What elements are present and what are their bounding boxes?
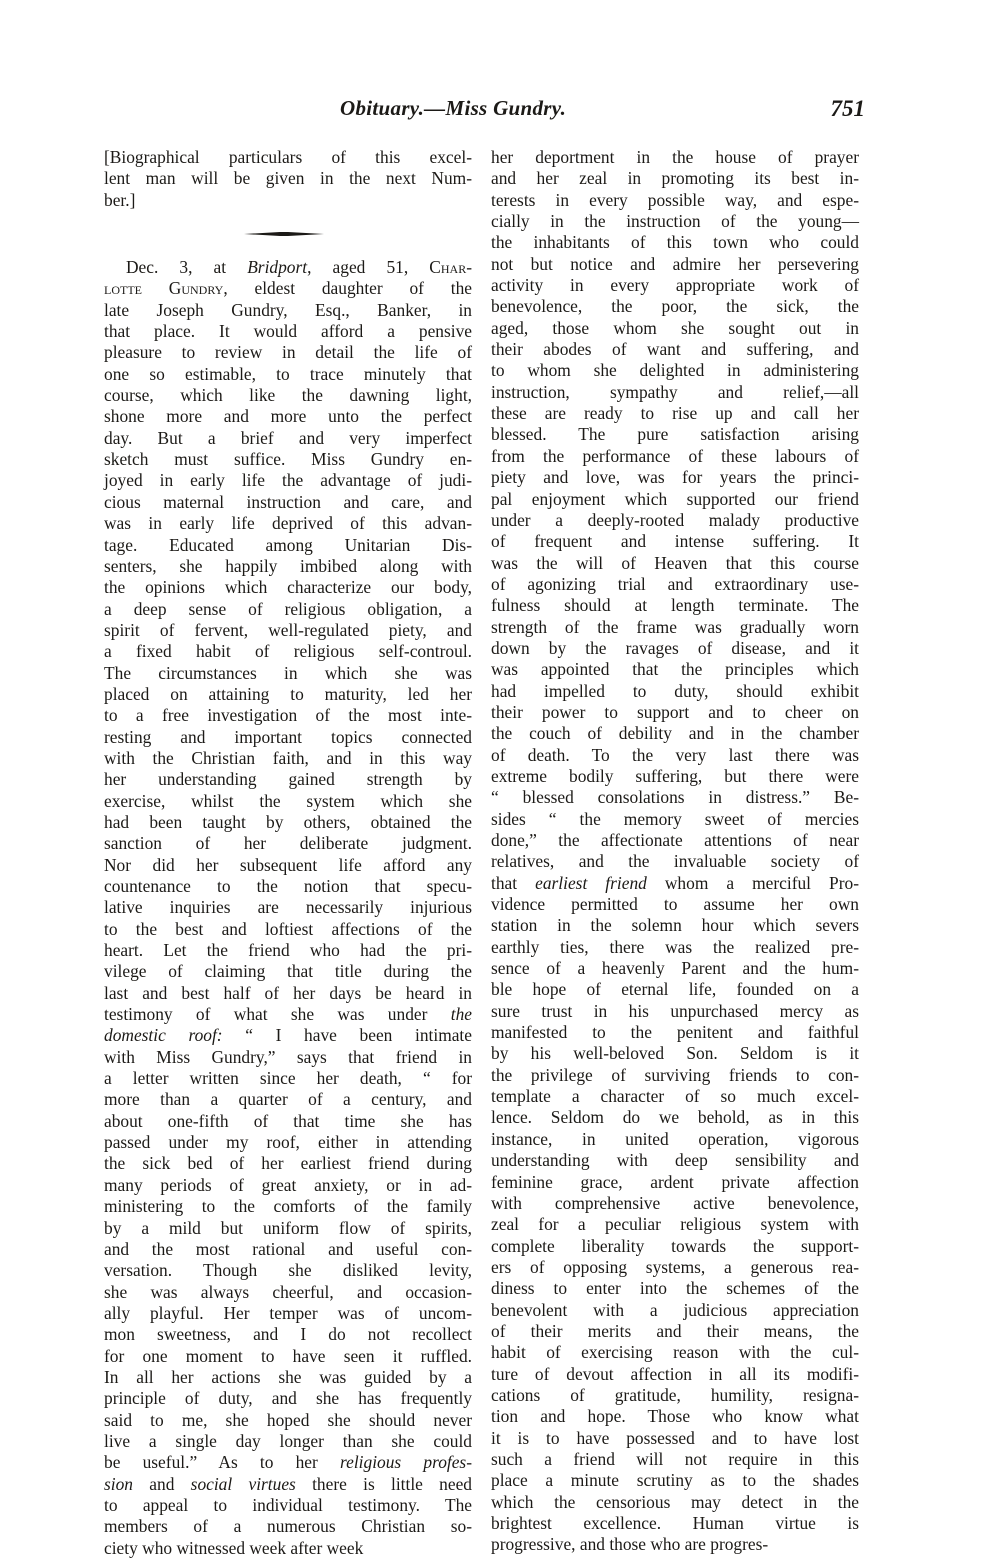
text-line: by his well-beloved Son. Seldom is it xyxy=(491,1043,859,1064)
text-line: manifested to the penitent and faithful xyxy=(491,1022,859,1043)
text-line: resting and important topics connected xyxy=(104,726,472,747)
text-line: piety and love, was for years the princi- xyxy=(491,467,859,488)
text-line: lence. Seldom do we behold, as in this xyxy=(491,1107,859,1128)
text-line: station in the solemn hour which severs xyxy=(491,915,859,936)
text-line: course, which like the dawning light, xyxy=(104,385,472,406)
text-line: ture of devout affection in all its modifi- xyxy=(491,1363,859,1384)
text-line: of death. To the very last there was xyxy=(491,744,859,765)
text-line: from the performance of these labours of xyxy=(491,445,859,466)
text-line: the couch of debility and in the chamber xyxy=(491,723,859,744)
text-line: fulness should at length terminate. The xyxy=(491,595,859,616)
text-line: template a character of so much excel- xyxy=(491,1086,859,1107)
text-line: a fixed habit of religious self-controul. xyxy=(104,641,472,662)
text-line: many periods of great anxiety, or in ad- xyxy=(104,1174,472,1195)
text-line: sence of a heavenly Parent and the hum- xyxy=(491,958,859,979)
text-line: complete liberality towards the support- xyxy=(491,1235,859,1256)
text-line: of their merits and their means, the xyxy=(491,1320,859,1341)
text-line: that earliest friend whom a merciful Pro- xyxy=(491,872,859,893)
text-line: principle of duty, and she has frequently xyxy=(104,1388,472,1409)
text-line: a deep sense of religious obligation, a xyxy=(104,598,472,619)
text-line: sanction of her deliberate judgment. xyxy=(104,833,472,854)
text-line: understanding with deep sensibility and xyxy=(491,1150,859,1171)
text-line: Nor did her subsequent life afford any xyxy=(104,854,472,875)
text-line: brightest excellence. Human virtue is xyxy=(491,1513,859,1533)
text-line: tage. Educated among Unitarian Dis- xyxy=(104,534,472,555)
text-line: to the best and loftiest affections of the xyxy=(104,918,472,939)
text-line: shone more and more unto the perfect xyxy=(104,406,472,427)
text-line: and her zeal in promoting its best in- xyxy=(491,168,859,189)
text-line: earthly ties, there was the realized pre- xyxy=(491,936,859,957)
text-line: cious maternal instruction and care, and xyxy=(104,491,472,512)
text-line: domestic roof: “ I have been intimate xyxy=(104,1025,472,1046)
text-line: of frequent and intense suffering. It xyxy=(491,531,859,552)
text-line: be useful.” As to her religious profes- xyxy=(104,1452,472,1473)
text-line: tion and hope. Those who know what xyxy=(491,1406,859,1427)
text-line: ministering to the comforts of the family xyxy=(104,1196,472,1217)
text-line: blessed. The pure satisfaction arising xyxy=(491,424,859,445)
text-line: to appeal to individual testimony. The xyxy=(104,1494,472,1515)
text-line: her deportment in the house of prayer xyxy=(491,147,859,167)
text-line: sketch must suffice. Miss Gundry en- xyxy=(104,449,472,470)
text-line: had been taught by others, obtained the xyxy=(104,811,472,832)
text-line: said to me, she hoped she should never xyxy=(104,1409,472,1430)
page-header xyxy=(100,96,865,132)
text-line: diness to enter into the schemes of the xyxy=(491,1278,859,1299)
text-line: place a minute scrutiny as to the shades xyxy=(491,1470,859,1491)
text-line: joyed in early life the advantage of judi- xyxy=(104,470,472,491)
text-line: down by the ravages of disease, and it xyxy=(491,637,859,658)
text-line: was in early life deprived of this advan- xyxy=(104,513,472,534)
text-line: about one-fifth of that time she has xyxy=(104,1110,472,1131)
text-line: which the censorious may detect in the xyxy=(491,1491,859,1512)
text-line: she was always cheerful, and occasion- xyxy=(104,1281,472,1302)
obituary-text-right xyxy=(491,147,859,1556)
text-line: these are ready to rise up and call her xyxy=(491,403,859,424)
text-line: to a free investigation of the most inte- xyxy=(104,705,472,726)
text-line: cially in the instruction of the young— xyxy=(491,211,859,232)
text-line: with comprehensive active benevolence, xyxy=(491,1192,859,1213)
text-line: benevolent with a judicious appreciation xyxy=(491,1299,859,1320)
text-line: strength of the frame was gradually worn xyxy=(491,616,859,637)
text-line: done,” the affectionate attentions of near xyxy=(491,830,859,850)
left-column xyxy=(104,147,472,1558)
ornament-rule-icon xyxy=(244,231,324,237)
text-line: the privilege of surviving friends to con- xyxy=(491,1064,859,1085)
text-line: to whom she delighted in administering xyxy=(491,360,859,381)
text-line: countenance to the notion that specu- xyxy=(104,876,472,896)
text-line: not but notice and admire her persevering xyxy=(491,253,859,274)
text-line: spirit of fervent, well-regulated piety, and xyxy=(104,619,472,640)
text-line: ers of opposing systems, a generous rea- xyxy=(491,1256,859,1277)
text-line: the opinions which characterize our body, xyxy=(104,577,472,598)
text-line: with the Christian faith, and in this way xyxy=(104,747,472,768)
section-divider xyxy=(104,211,472,257)
text-line: members of a numerous Christian so- xyxy=(104,1516,472,1537)
right-column xyxy=(491,147,859,1555)
text-line: testimony of what she was under the xyxy=(104,1004,472,1025)
text-line: zeal for a peculiar religious system with xyxy=(491,1214,859,1235)
text-line: instruction, sympathy and relief,—all xyxy=(491,381,859,402)
text-line: versation. Though she disliked levity, xyxy=(104,1260,472,1281)
text-line: under a deeply-rooted malady productive xyxy=(491,509,859,530)
text-line: heart. Let the friend who had the pri- xyxy=(104,940,472,961)
text-line: sion and social virtues there is little need xyxy=(104,1473,472,1494)
text-line: late Joseph Gundry, Esq., Banker, in xyxy=(104,299,472,320)
text-line: pleasure to review in detail the life of xyxy=(104,342,472,363)
text-line: “ blessed consolations in distress.” Be- xyxy=(491,787,859,808)
text-line: senters, she happily imbibed along with xyxy=(104,555,472,576)
text-line: exercise, whilst the system which she xyxy=(104,790,472,811)
text-line: such a friend will not require in this xyxy=(491,1448,859,1469)
editorial-note xyxy=(104,147,472,211)
text-line: of agonizing trial and extraordinary use- xyxy=(491,573,859,594)
text-line: benevolence, the poor, the sick, the xyxy=(491,296,859,317)
text-line: sure trust in his unpurchased mercy as xyxy=(491,1000,859,1021)
text-line: ally playful. Her temper was of uncom- xyxy=(104,1302,472,1323)
text-line: passed under my roof, either in attending xyxy=(104,1132,472,1153)
text-line: was the will of Heaven that this course xyxy=(491,552,859,573)
text-line: aged, those whom she sought out in xyxy=(491,317,859,338)
note-line: ber.] xyxy=(104,189,136,210)
text-line: progressive, and those who are progres- xyxy=(491,1534,769,1555)
text-line: the inhabitants of this town who could xyxy=(491,232,859,253)
text-line: with Miss Gundry,” says that friend in xyxy=(104,1046,472,1067)
text-line: terests in every possible way, and espe- xyxy=(491,189,859,210)
text-line: feminine grace, ardent private affection xyxy=(491,1171,859,1192)
text-line: relatives, and the invaluable society of xyxy=(491,851,859,872)
text-line: day. But a brief and very imperfect xyxy=(104,427,472,448)
text-line: it is to have possessed and to have lost xyxy=(491,1427,859,1448)
text-line: her understanding gained strength by xyxy=(104,769,472,790)
text-line: In all her actions she was guided by a xyxy=(104,1366,472,1387)
text-line: instance, in united operation, vigorous xyxy=(491,1128,859,1149)
note-line: [Biographical particulars of this excel- xyxy=(104,147,472,167)
text-line: cations of gratitude, humility, resigna- xyxy=(491,1384,859,1405)
text-line: that place. It would afford a pensive xyxy=(104,321,472,342)
text-line: pal enjoyment which supported our friend xyxy=(491,488,859,509)
text-line: the sick bed of her earliest friend during xyxy=(104,1153,472,1174)
text-line: more than a quarter of a century, and xyxy=(104,1089,472,1110)
text-line: Dec. 3, at Bridport, aged 51, Char- xyxy=(126,257,472,278)
text-line: habit of exercising reason with the cul- xyxy=(491,1342,859,1363)
text-line: lotte Gundry, eldest daughter of the xyxy=(104,278,472,299)
text-line: vilege of claiming that title during the xyxy=(104,961,472,982)
text-line: for one moment to have seen it ruffled. xyxy=(104,1345,472,1366)
text-line: activity in every appropriate work of xyxy=(491,275,859,296)
obituary-text-left xyxy=(104,257,472,1559)
text-line: their abodes of want and suffering, and xyxy=(491,339,859,360)
text-line: vidence permitted to assume her own xyxy=(491,894,859,915)
text-line: ble hope of eternal life, founded on a xyxy=(491,979,859,1000)
text-line: last and best half of her days be heard in xyxy=(104,982,472,1003)
running-head: Obituary.—Miss Gundry. xyxy=(340,96,567,120)
text-line: a letter written since her death, “ for xyxy=(104,1068,472,1089)
text-line: placed on attaining to maturity, led her xyxy=(104,683,472,704)
text-line: ciety who witnessed week after week xyxy=(104,1537,364,1558)
text-line: by a mild but uniform flow of spirits, xyxy=(104,1217,472,1238)
note-line: lent man will be given in the next Num- xyxy=(104,168,472,189)
page-number: 751 xyxy=(830,96,865,121)
text-line: had impelled to duty, should exhibit xyxy=(491,680,859,701)
text-line: lative inquiries are necessarily injurious xyxy=(104,897,472,918)
text-line: extreme bodily suffering, but there were xyxy=(491,765,859,786)
text-line: one so estimable, to trace minutely that xyxy=(104,363,472,384)
text-line: mon sweetness, and I do not recollect xyxy=(104,1324,472,1345)
text-line: sides “ the memory sweet of mercies xyxy=(491,808,859,829)
text-line: The circumstances in which she was xyxy=(104,662,472,683)
text-line: and the most rational and useful con- xyxy=(104,1238,472,1259)
text-line: live a single day longer than she could xyxy=(104,1430,472,1451)
text-line: their power to support and to cheer on xyxy=(491,701,859,722)
text-line: was appointed that the principles which xyxy=(491,659,859,680)
